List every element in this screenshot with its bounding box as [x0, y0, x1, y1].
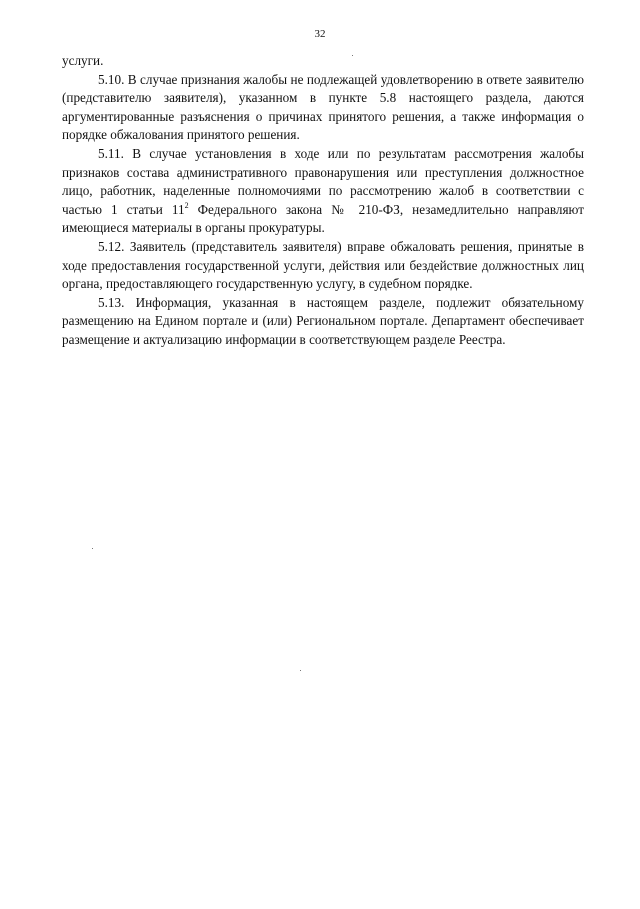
paragraph-5-11 — [62, 145, 584, 238]
paragraph-5-12: 5.12. Заявитель (представитель заявителя) вправе обжаловать решения, принятые в ходе предоставления государственной услуги, действия или бездействие должностных лиц органа, предоставляющего государственную услугу, в судебном порядке. — [62, 238, 584, 292]
scan-speck — [352, 55, 353, 56]
page-number: 32 — [314, 28, 326, 40]
paragraph-5-10: 5.10. В случае признания жалобы не подлежащей удовлетворению в ответе заявителю (представителю заявителя), указанном в пункте 5.8 настоящего раздела, даются аргументированные разъяснения о причинах принятого решения, а также информация о порядке обжалования принятого решения. — [62, 71, 584, 143]
paragraph-5-13: 5.13. Информация, указанная в настоящем разделе, подлежит обязательному размещению на Едином портале и (или) Региональном портале. Департамент обеспечивает размещение и актуализацию информации в соответствующем разделе Реестра. — [62, 294, 584, 347]
scan-speck — [300, 670, 301, 671]
paragraph-5-11-text-after: Федерального закона № 210-ФЗ, незамедлительно направляют имеющиеся материалы в органы прокуратуры. — [62, 201, 584, 236]
document-body — [62, 52, 584, 350]
paragraph-5-11-text-before: 5.11. В случае установления в ходе или по результатам рассмотрения жалобы признаков состава административного правонарушения или преступления должностное лицо, работник, наделенные полномочиями по рассмотрению жалоб в соответствии с частью 1 статьи 11 — [62, 145, 584, 217]
paragraph-continuation: услуги. — [62, 53, 104, 68]
superscript-article-number: 2 — [184, 200, 189, 210]
scan-speck — [92, 548, 93, 549]
